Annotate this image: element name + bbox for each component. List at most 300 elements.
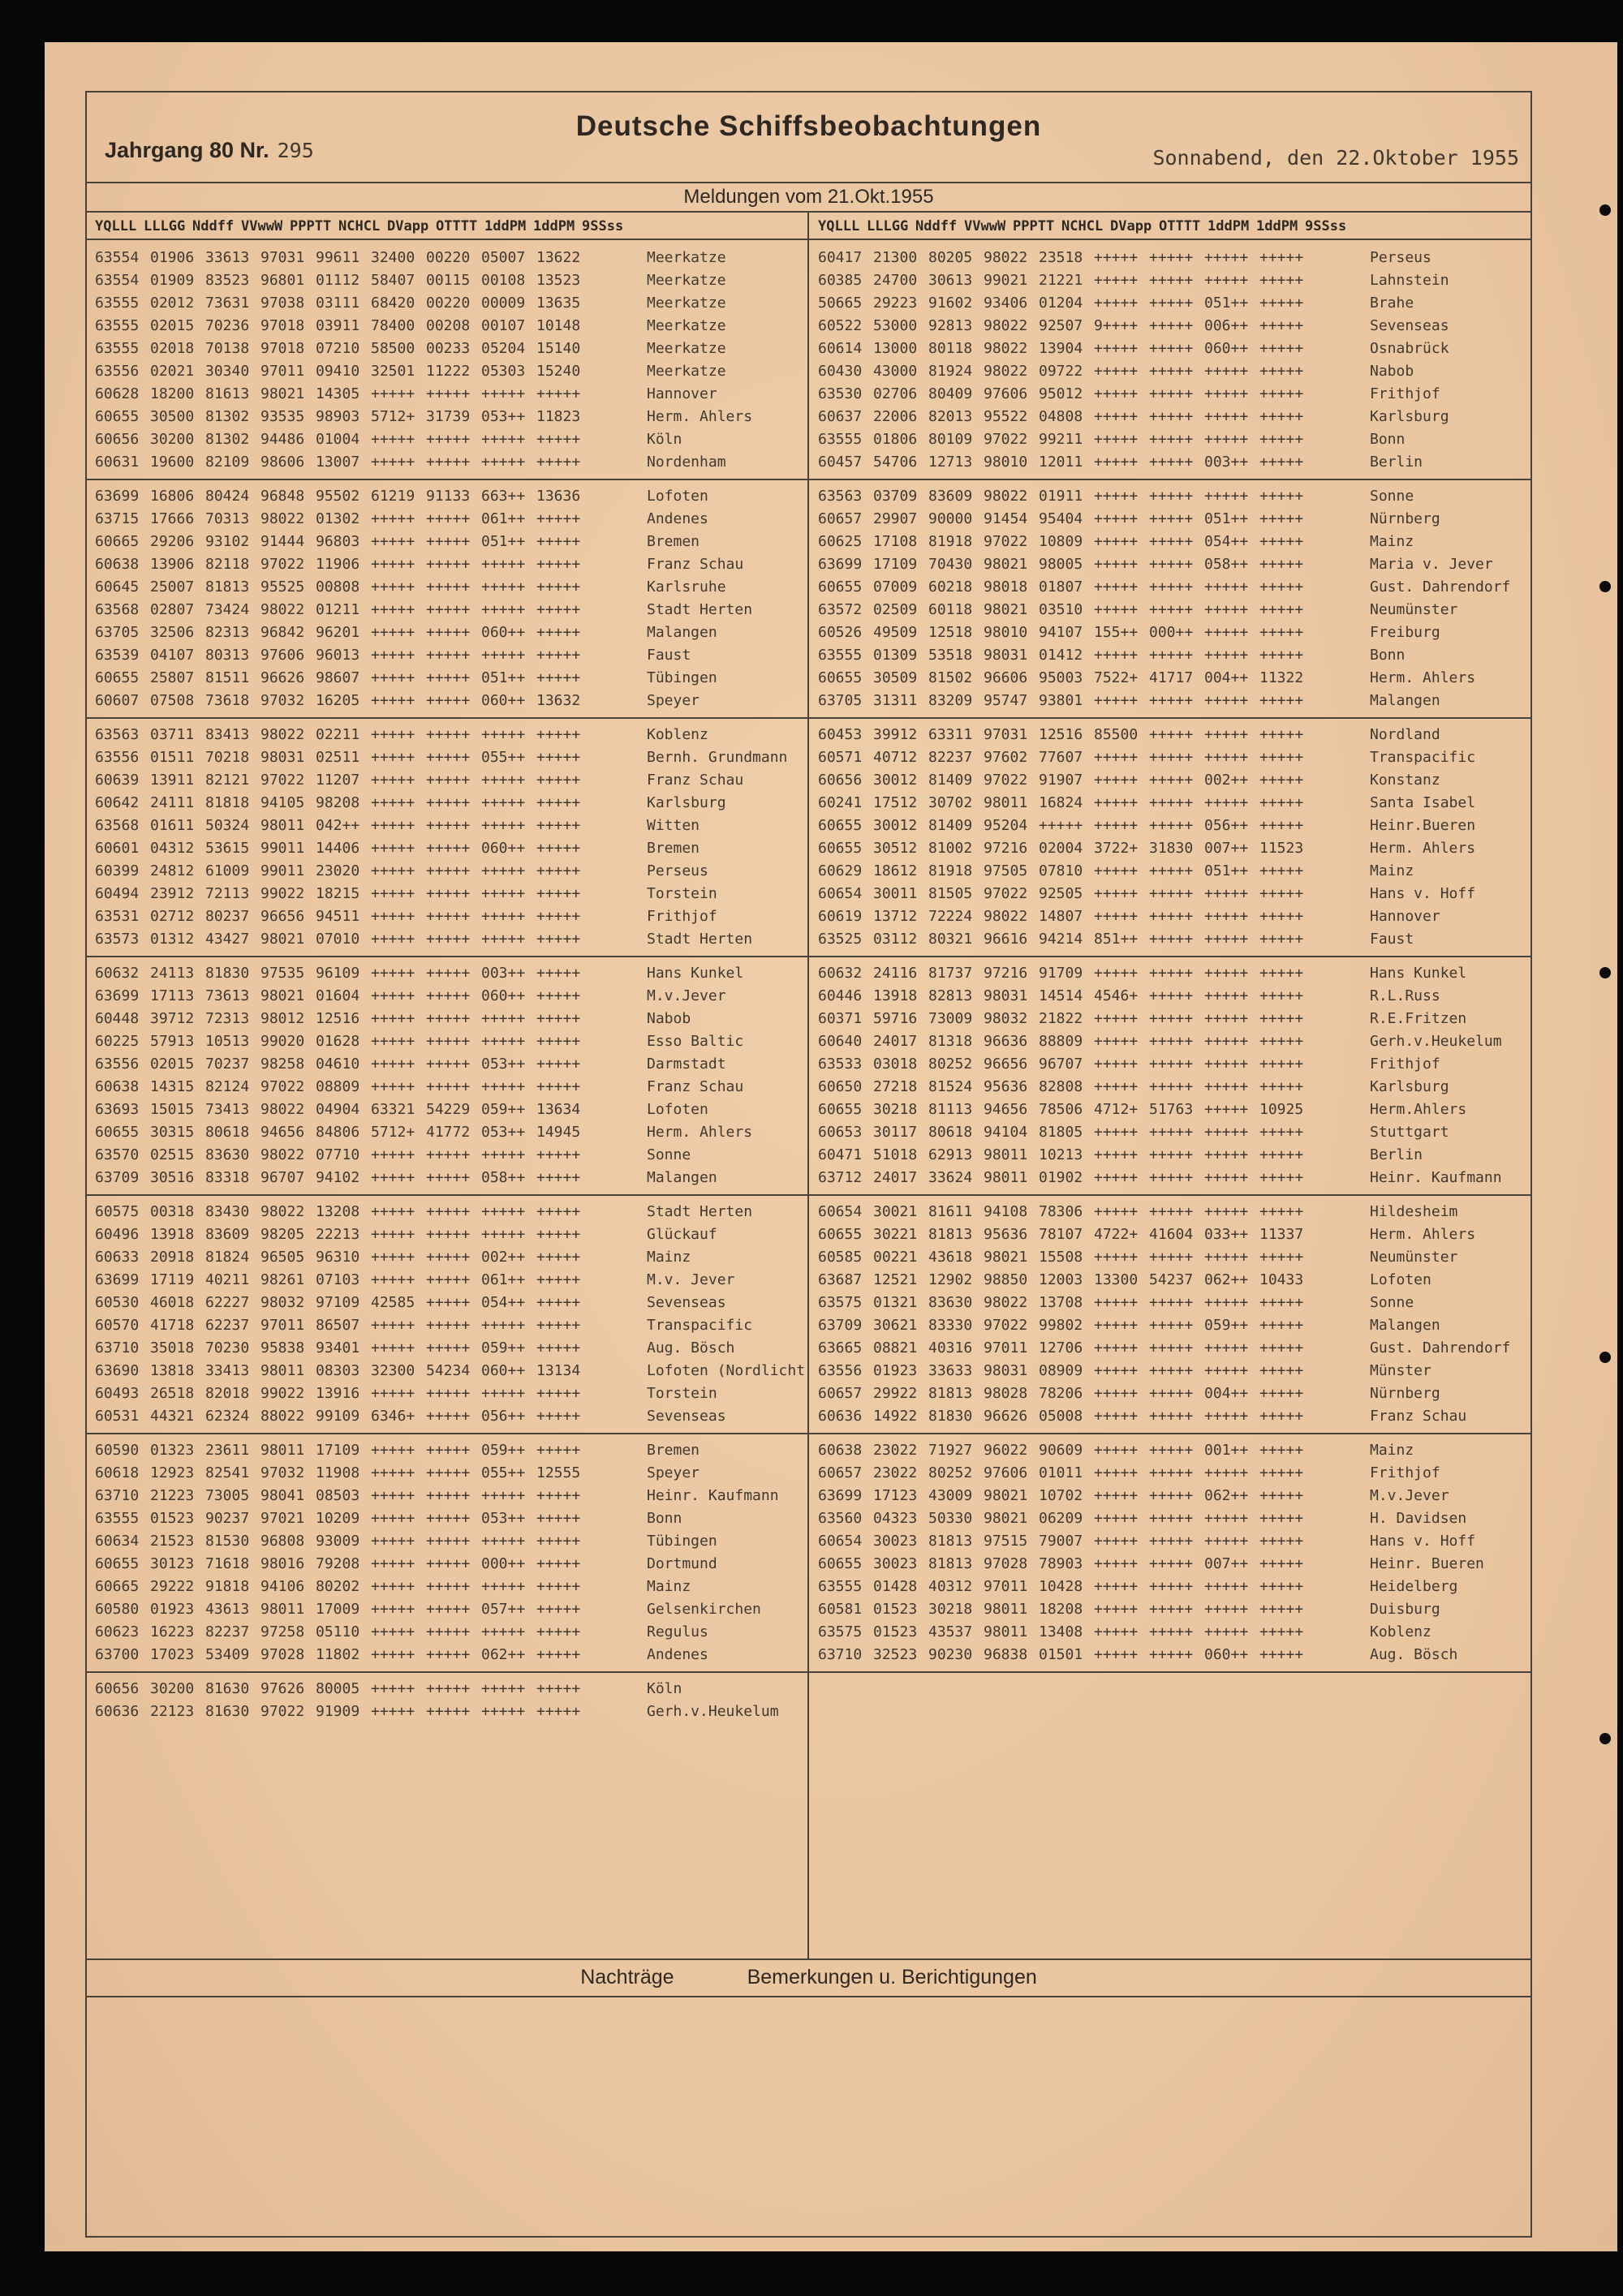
- data-cell: 41717: [1149, 669, 1194, 686]
- data-cell: +++++: [1149, 772, 1194, 789]
- data-cell: 60657: [818, 1464, 863, 1481]
- data-cell: 01604: [316, 987, 360, 1004]
- data-cell: 70313: [205, 510, 250, 527]
- ship-name: Malangen: [1370, 1317, 1440, 1334]
- data-cell: +++++: [536, 1249, 581, 1266]
- data-cell: 04323: [873, 1510, 918, 1527]
- data-cell: 63530: [818, 385, 863, 402]
- left-column-group: [87, 247, 808, 474]
- data-cell: 30023: [873, 1533, 918, 1550]
- data-cell: +++++: [371, 931, 415, 948]
- observation-row: [810, 1121, 1527, 1144]
- observation-row: [810, 292, 1527, 315]
- data-cell: 92813: [928, 317, 973, 334]
- data-cell: +++++: [1094, 1249, 1139, 1266]
- data-cell: 98011: [984, 1169, 1028, 1186]
- data-cell: 30021: [873, 1203, 918, 1220]
- data-cell: 97022: [260, 772, 305, 789]
- data-cell: 51763: [1149, 1101, 1194, 1118]
- observation-row: [87, 883, 808, 905]
- data-cell: 94511: [316, 908, 360, 925]
- right-column-group: [810, 1678, 1527, 1723]
- data-cell: 71927: [928, 1442, 973, 1459]
- observation-row: [87, 1053, 808, 1076]
- data-cell: 98021: [260, 931, 305, 948]
- data-cell: 97018: [260, 340, 305, 357]
- left-column-group: [87, 485, 808, 712]
- observation-row: [87, 383, 808, 406]
- data-cell: 63699: [95, 1271, 140, 1288]
- data-cell: +++++: [481, 1203, 526, 1220]
- data-cell: 97109: [316, 1294, 360, 1311]
- observation-row: [87, 599, 808, 621]
- ship-name: Meerkatze: [647, 272, 726, 289]
- ship-name: Stadt Herten: [647, 601, 753, 618]
- data-cell: 12706: [1039, 1339, 1083, 1357]
- data-cell: 63710: [95, 1487, 140, 1504]
- data-cell: +++++: [536, 1703, 581, 1720]
- data-cell: 43618: [928, 1249, 973, 1266]
- page-frame: [85, 91, 1532, 2238]
- data-cell: 63311: [928, 726, 973, 743]
- data-cell: 98022: [984, 488, 1028, 505]
- data-cell: 10702: [1039, 1487, 1083, 1504]
- data-cell: 94106: [260, 1578, 305, 1595]
- data-cell: 16205: [316, 692, 360, 709]
- observation-row: [87, 1314, 808, 1337]
- data-cell: 90237: [205, 1510, 250, 1527]
- data-cell: 60655: [818, 1101, 863, 1118]
- data-cell: 11523: [1259, 840, 1304, 857]
- data-cell: 95012: [1039, 385, 1083, 402]
- data-cell: 07010: [316, 931, 360, 948]
- ship-name: Gust. Dahrendorf: [1370, 578, 1511, 595]
- data-cell: +++++: [1149, 1294, 1194, 1311]
- data-cell: 02509: [873, 601, 918, 618]
- data-cell: +++++: [426, 885, 471, 902]
- data-cell: +++++: [371, 1703, 415, 1720]
- ship-name: Sonne: [647, 1146, 691, 1163]
- data-cell: +++++: [1259, 965, 1304, 982]
- data-cell: 62913: [928, 1146, 973, 1163]
- data-cell: 98031: [984, 987, 1028, 1004]
- data-cell: 09410: [316, 363, 360, 380]
- data-cell: 17109: [873, 556, 918, 573]
- data-cell: 10809: [1039, 533, 1083, 550]
- data-cell: 82541: [205, 1464, 250, 1481]
- data-cell: +++++: [426, 1226, 471, 1243]
- data-cell: 007++: [1204, 840, 1249, 857]
- data-cell: +++++: [426, 431, 471, 448]
- data-cell: 30702: [928, 794, 973, 811]
- data-cell: 01902: [1039, 1169, 1083, 1186]
- data-cell: +++++: [536, 578, 581, 595]
- data-cell: 50324: [205, 817, 250, 834]
- data-cell: 82121: [205, 772, 250, 789]
- data-cell: +++++: [1149, 862, 1194, 879]
- data-cell: 91133: [426, 488, 471, 505]
- data-cell: 44321: [150, 1408, 195, 1425]
- data-cell: 15508: [1039, 1249, 1083, 1266]
- data-cell: 051++: [1204, 862, 1249, 879]
- data-cell: +++++: [481, 1078, 526, 1095]
- data-cell: 63699: [818, 1487, 863, 1504]
- data-cell: +++++: [1259, 1203, 1304, 1220]
- data-cell: +++++: [536, 1510, 581, 1527]
- data-cell: +++++: [371, 726, 415, 743]
- observation-row: [810, 724, 1527, 746]
- data-cell: 81830: [205, 965, 250, 982]
- ship-name: R.E.Fritzen: [1370, 1010, 1467, 1027]
- ship-name: Sonne: [1370, 1294, 1414, 1311]
- data-cell: +++++: [371, 1056, 415, 1073]
- data-cell: 73613: [205, 987, 250, 1004]
- data-cell: +++++: [426, 647, 471, 664]
- data-cell: 43000: [873, 363, 918, 380]
- data-cell: +++++: [1259, 1169, 1304, 1186]
- data-cell: 49509: [873, 624, 918, 641]
- data-cell: +++++: [1204, 1203, 1249, 1220]
- data-cell: +++++: [1204, 1362, 1249, 1379]
- data-cell: 97028: [984, 1555, 1028, 1572]
- data-cell: +++++: [1204, 749, 1249, 766]
- data-cell: +++++: [1094, 908, 1139, 925]
- data-cell: 004++: [1204, 669, 1249, 686]
- data-cell: 32523: [873, 1646, 918, 1663]
- data-cell: +++++: [1204, 1510, 1249, 1527]
- data-cell: +++++: [426, 578, 471, 595]
- data-cell: +++++: [426, 931, 471, 948]
- data-cell: 63699: [95, 488, 140, 505]
- data-cell: +++++: [1204, 1339, 1249, 1357]
- data-cell: 63710: [95, 1339, 140, 1357]
- observation-row: [87, 576, 808, 599]
- data-cell: 96626: [260, 669, 305, 686]
- data-cell: 97018: [260, 317, 305, 334]
- observation-row: [810, 1292, 1527, 1314]
- center-divider-line: [807, 211, 809, 1958]
- data-cell: 97022: [260, 556, 305, 573]
- data-cell: 98022: [984, 317, 1028, 334]
- data-cell: +++++: [426, 1339, 471, 1357]
- observation-row: [810, 1030, 1527, 1053]
- ship-name: Sevenseas: [647, 1408, 726, 1425]
- data-cell: +++++: [536, 1487, 581, 1504]
- data-cell: +++++: [1259, 647, 1304, 664]
- data-cell: 99022: [260, 885, 305, 902]
- data-cell: 4722+: [1094, 1226, 1139, 1243]
- data-cell: 98018: [984, 578, 1028, 595]
- data-cell: 5712+: [371, 1124, 415, 1141]
- data-cell: +++++: [371, 1623, 415, 1640]
- observation-row: [810, 792, 1527, 815]
- data-cell: +++++: [1259, 749, 1304, 766]
- data-cell: +++++: [1094, 1294, 1139, 1311]
- ship-name: Transpacific: [647, 1317, 753, 1334]
- data-cell: +++++: [1204, 987, 1249, 1004]
- data-cell: +++++: [481, 885, 526, 902]
- data-cell: 35018: [150, 1339, 195, 1357]
- data-cell: 39912: [873, 726, 918, 743]
- data-cell: 00108: [481, 272, 526, 289]
- ship-name: Malangen: [647, 624, 717, 641]
- data-cell: 01004: [316, 431, 360, 448]
- data-cell: +++++: [1149, 1249, 1194, 1266]
- right-column-group: [810, 962, 1527, 1189]
- observation-row: [810, 485, 1527, 508]
- right-column-group: [810, 1439, 1527, 1666]
- column-header: YQLLL: [95, 218, 137, 234]
- data-cell: 9++++: [1094, 317, 1139, 334]
- data-cell: +++++: [1149, 1578, 1194, 1595]
- data-cell: +++++: [1094, 408, 1139, 425]
- data-cell: 60638: [818, 1442, 863, 1459]
- data-cell: +++++: [1259, 510, 1304, 527]
- right-column-group: [810, 247, 1527, 474]
- data-cell: +++++: [371, 669, 415, 686]
- data-cell: 30500: [150, 408, 195, 425]
- data-cell: 01923: [150, 1601, 195, 1618]
- ship-name: Karlsruhe: [647, 578, 726, 595]
- ship-name: Gerh.v.Heukelum: [1370, 1033, 1502, 1050]
- data-cell: 60632: [818, 965, 863, 982]
- ship-name: Frithjof: [1370, 1056, 1440, 1073]
- data-cell: 08503: [316, 1487, 360, 1504]
- data-cell: 98011: [260, 1601, 305, 1618]
- data-cell: 01611: [150, 817, 195, 834]
- data-cell: 051++: [481, 669, 526, 686]
- data-cell: +++++: [1149, 1203, 1194, 1220]
- ship-name: Hans Kunkel: [647, 965, 744, 982]
- data-cell: +++++: [481, 1680, 526, 1697]
- data-cell: +++++: [1204, 488, 1249, 505]
- ship-name: Herm. Ahlers: [647, 408, 753, 425]
- data-cell: 82118: [205, 556, 250, 573]
- data-cell: 006++: [1204, 317, 1249, 334]
- data-cell: +++++: [1259, 862, 1304, 879]
- data-cell: +++++: [536, 1555, 581, 1572]
- data-cell: +++++: [536, 1578, 581, 1595]
- data-cell: 14514: [1039, 987, 1083, 1004]
- data-cell: 82018: [205, 1385, 250, 1402]
- data-cell: 17113: [150, 987, 195, 1004]
- data-cell: 80409: [928, 385, 973, 402]
- data-cell: +++++: [1094, 1362, 1139, 1379]
- ship-name: Neumünster: [1370, 1249, 1458, 1266]
- data-cell: 63568: [95, 817, 140, 834]
- observation-row: [87, 724, 808, 746]
- data-cell: 63556: [818, 1362, 863, 1379]
- data-cell: 60526: [818, 624, 863, 641]
- data-cell: 97032: [260, 692, 305, 709]
- data-cell: +++++: [1259, 1601, 1304, 1618]
- data-cell: 81918: [928, 862, 973, 879]
- ship-name: Berlin: [1370, 454, 1423, 471]
- data-cell: +++++: [1094, 885, 1139, 902]
- data-cell: 60653: [818, 1124, 863, 1141]
- data-cell: 01321: [873, 1294, 918, 1311]
- data-cell: 08821: [873, 1339, 918, 1357]
- observation-row: [87, 1644, 808, 1666]
- data-cell: 80313: [205, 647, 250, 664]
- observation-row: [87, 769, 808, 792]
- data-cell: +++++: [1039, 817, 1083, 834]
- data-cell: +++++: [1149, 726, 1194, 743]
- data-cell: 23022: [873, 1464, 918, 1481]
- ship-name: R.L.Russ: [1370, 987, 1440, 1004]
- data-cell: 93009: [316, 1533, 360, 1550]
- data-cell: 63699: [818, 556, 863, 573]
- data-cell: +++++: [536, 533, 581, 550]
- observation-row: [810, 1530, 1527, 1553]
- data-cell: 54237: [1149, 1271, 1194, 1288]
- data-cell: 051++: [1204, 295, 1249, 312]
- data-cell: 63573: [95, 931, 140, 948]
- data-cell: +++++: [1094, 1146, 1139, 1163]
- data-cell: +++++: [1259, 1124, 1304, 1141]
- data-cell: 68420: [371, 295, 415, 312]
- data-cell: 96656: [984, 1056, 1028, 1073]
- data-cell: 60629: [818, 862, 863, 879]
- data-cell: 60570: [95, 1317, 140, 1334]
- data-cell: +++++: [371, 794, 415, 811]
- data-cell: 31311: [873, 692, 918, 709]
- data-cell: +++++: [1149, 488, 1194, 505]
- data-cell: +++++: [1259, 1555, 1304, 1572]
- data-cell: 99011: [260, 840, 305, 857]
- data-cell: +++++: [1204, 647, 1249, 664]
- ship-name: Heinr. Kaufmann: [1370, 1169, 1502, 1186]
- data-cell: +++++: [371, 908, 415, 925]
- data-cell: 12521: [873, 1271, 918, 1288]
- data-cell: 82313: [205, 624, 250, 641]
- data-cell: 91909: [316, 1703, 360, 1720]
- ship-name: Faust: [1370, 931, 1414, 948]
- data-cell: +++++: [426, 726, 471, 743]
- data-cell: 055++: [481, 749, 526, 766]
- data-cell: 002++: [481, 1249, 526, 1266]
- observation-row: [87, 508, 808, 531]
- data-cell: +++++: [371, 1169, 415, 1186]
- data-cell: 01211: [316, 601, 360, 618]
- ship-name: Nabob: [647, 1010, 691, 1027]
- data-cell: 18208: [1039, 1601, 1083, 1618]
- data-cell: 98031: [260, 749, 305, 766]
- data-cell: +++++: [1149, 1408, 1194, 1425]
- data-cell: 14305: [316, 385, 360, 402]
- data-cell: 81302: [205, 431, 250, 448]
- data-cell: +++++: [536, 1339, 581, 1357]
- ship-name: Hans Kunkel: [1370, 965, 1467, 982]
- data-cell: 63575: [818, 1294, 863, 1311]
- data-cell: 97022: [984, 1317, 1028, 1334]
- data-cell: +++++: [1259, 1646, 1304, 1663]
- data-cell: +++++: [536, 1601, 581, 1618]
- data-cell: 00808: [316, 578, 360, 595]
- data-cell: 63555: [818, 431, 863, 448]
- data-cell: 81511: [205, 669, 250, 686]
- data-cell: 60636: [95, 1703, 140, 1720]
- observation-row: [87, 690, 808, 712]
- data-cell: 97031: [260, 249, 305, 266]
- data-cell: 95502: [316, 488, 360, 505]
- data-cell: 13523: [536, 272, 581, 289]
- data-cell: +++++: [371, 1464, 415, 1481]
- observation-row: [810, 1201, 1527, 1223]
- data-cell: 97022: [984, 431, 1028, 448]
- data-cell: +++++: [371, 1578, 415, 1595]
- data-cell: 00220: [426, 295, 471, 312]
- data-cell: +++++: [371, 1339, 415, 1357]
- data-cell: +++++: [1094, 1056, 1139, 1073]
- observation-row: [810, 1462, 1527, 1485]
- data-cell: +++++: [1094, 1317, 1139, 1334]
- data-cell: 82109: [205, 454, 250, 471]
- ship-name: Duisburg: [1370, 1601, 1440, 1618]
- data-cell: +++++: [1204, 624, 1249, 641]
- issue-date: Sonnabend, den 22.Oktober 1955: [1152, 146, 1519, 170]
- column-header: 9SSss: [582, 218, 624, 234]
- observation-row: [87, 667, 808, 690]
- data-cell: +++++: [371, 1533, 415, 1550]
- data-cell: +++++: [371, 965, 415, 982]
- ship-name: Heinr. Kaufmann: [647, 1487, 779, 1504]
- data-cell: 98022: [984, 249, 1028, 266]
- data-cell: 97038: [260, 295, 305, 312]
- data-cell: +++++: [1149, 408, 1194, 425]
- data-cell: 05008: [1039, 1408, 1083, 1425]
- data-cell: +++++: [1094, 1385, 1139, 1402]
- data-cell: 01302: [316, 510, 360, 527]
- data-cell: 05007: [481, 249, 526, 266]
- ship-name: Witten: [647, 817, 700, 834]
- data-cell: +++++: [1204, 1033, 1249, 1050]
- ship-name: Dortmund: [647, 1555, 717, 1572]
- data-cell: 24113: [150, 965, 195, 982]
- data-cell: 72224: [928, 908, 973, 925]
- data-cell: +++++: [481, 1033, 526, 1050]
- data-cell: 81530: [205, 1533, 250, 1550]
- data-cell: +++++: [1259, 624, 1304, 641]
- page-title: Deutsche Schiffsbeobachtungen: [575, 110, 1042, 142]
- data-cell: +++++: [426, 749, 471, 766]
- data-cell: 29222: [150, 1578, 195, 1595]
- data-cell: 80618: [205, 1124, 250, 1141]
- data-cell: +++++: [426, 1146, 471, 1163]
- data-cell: +++++: [426, 862, 471, 879]
- data-cell: 70230: [205, 1339, 250, 1357]
- data-cell: +++++: [481, 385, 526, 402]
- data-cell: +++++: [1149, 1385, 1194, 1402]
- data-cell: +++++: [536, 1646, 581, 1663]
- data-cell: 95525: [260, 578, 305, 595]
- data-cell: +++++: [1149, 1124, 1194, 1141]
- data-cell: 07103: [316, 1271, 360, 1288]
- data-cell: 05204: [481, 340, 526, 357]
- data-cell: 09722: [1039, 363, 1083, 380]
- data-cell: 94656: [260, 1124, 305, 1141]
- data-cell: +++++: [426, 908, 471, 925]
- observation-row: [810, 247, 1527, 269]
- observation-row: [810, 428, 1527, 451]
- issue-line: [105, 138, 314, 163]
- data-cell: +++++: [1259, 1578, 1304, 1595]
- observation-row: [810, 1360, 1527, 1382]
- ship-name: Franz Schau: [647, 556, 744, 573]
- data-cell: 24116: [873, 965, 918, 982]
- data-cell: +++++: [536, 840, 581, 857]
- data-cell: +++++: [1204, 908, 1249, 925]
